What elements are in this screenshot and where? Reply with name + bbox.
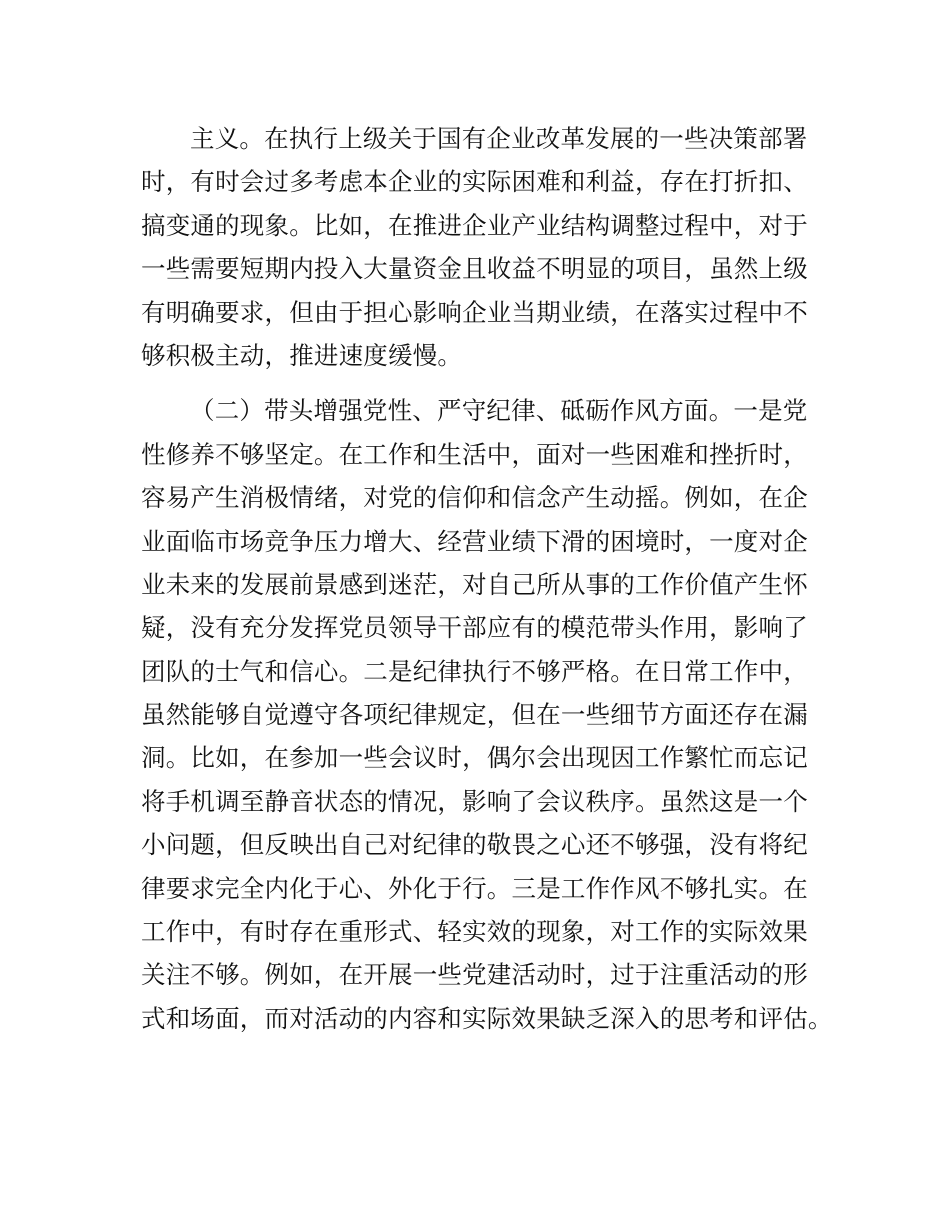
text-line: 洞。比如，在参加一些会议时，偶尔会出现因工作繁忙而忘记 [141,743,808,773]
document-body [141,117,833,1040]
text-line: 有明确要求，但由于担心影响企业当期业绩，在落实过程中不 [141,297,808,327]
text-line: 小问题，但反映出自己对纪律的敬畏之心还不够强，没有将纪 [141,830,808,860]
text-line: （二）带头增强党性、严守纪律、砥砺作风方面。一是党 [190,396,808,426]
paragraph-1 [141,117,826,377]
text-line: 将手机调至静音状态的情况，影响了会议秩序。虽然这是一个 [141,786,808,816]
text-line: 一些需要短期内投入大量资金且收益不明显的项目，虽然上级 [141,254,808,284]
text-line: 虽然能够自觉遵守各项纪律规定，但在一些细节方面还存在漏 [141,700,808,730]
text-line: 搞变通的现象。比如，在推进企业产业结构调整过程中，对于 [141,210,808,240]
text-line: 时，有时会过多考虑本企业的实际困难和利益，存在打折扣、 [141,167,808,197]
text-line: 性修养不够坚定。在工作和生活中，面对一些困难和挫折时， [141,439,808,469]
text-line: 主义。在执行上级关于国有企业改革发展的一些决策部署 [190,124,808,153]
text-line: 疑，没有充分发挥党员领导干部应有的模范带头作用，影响了 [141,613,808,643]
text-line: 工作中，有时存在重形式、轻实效的现象，对工作的实际效果 [141,917,808,947]
text-line: 业未来的发展前景感到迷茫，对自己所从事的工作价值产生怀 [141,569,808,599]
text-line: 律要求完全内化于心、外化于行。三是工作作风不够扎实。在 [141,873,808,903]
paragraph-2 [141,389,833,1040]
text-line: 关注不够。例如，在开展一些党建活动时，过于注重活动的形 [141,960,808,990]
text-line: 够积极主动，推进速度缓慢。 [141,340,463,370]
text-line: 团队的士气和信心。二是纪律执行不够严格。在日常工作中， [141,656,808,686]
text-line: 业面临市场竞争压力增大、经营业绩下滑的困境时，一度对企 [141,526,808,556]
text-line: 式和场面，而对活动的内容和实际效果缺乏深入的思考和评估。 [141,1003,833,1033]
paragraph-spacer [141,377,826,389]
text-line: 容易产生消极情绪，对党的信仰和信念产生动摇。例如，在企 [141,483,808,513]
